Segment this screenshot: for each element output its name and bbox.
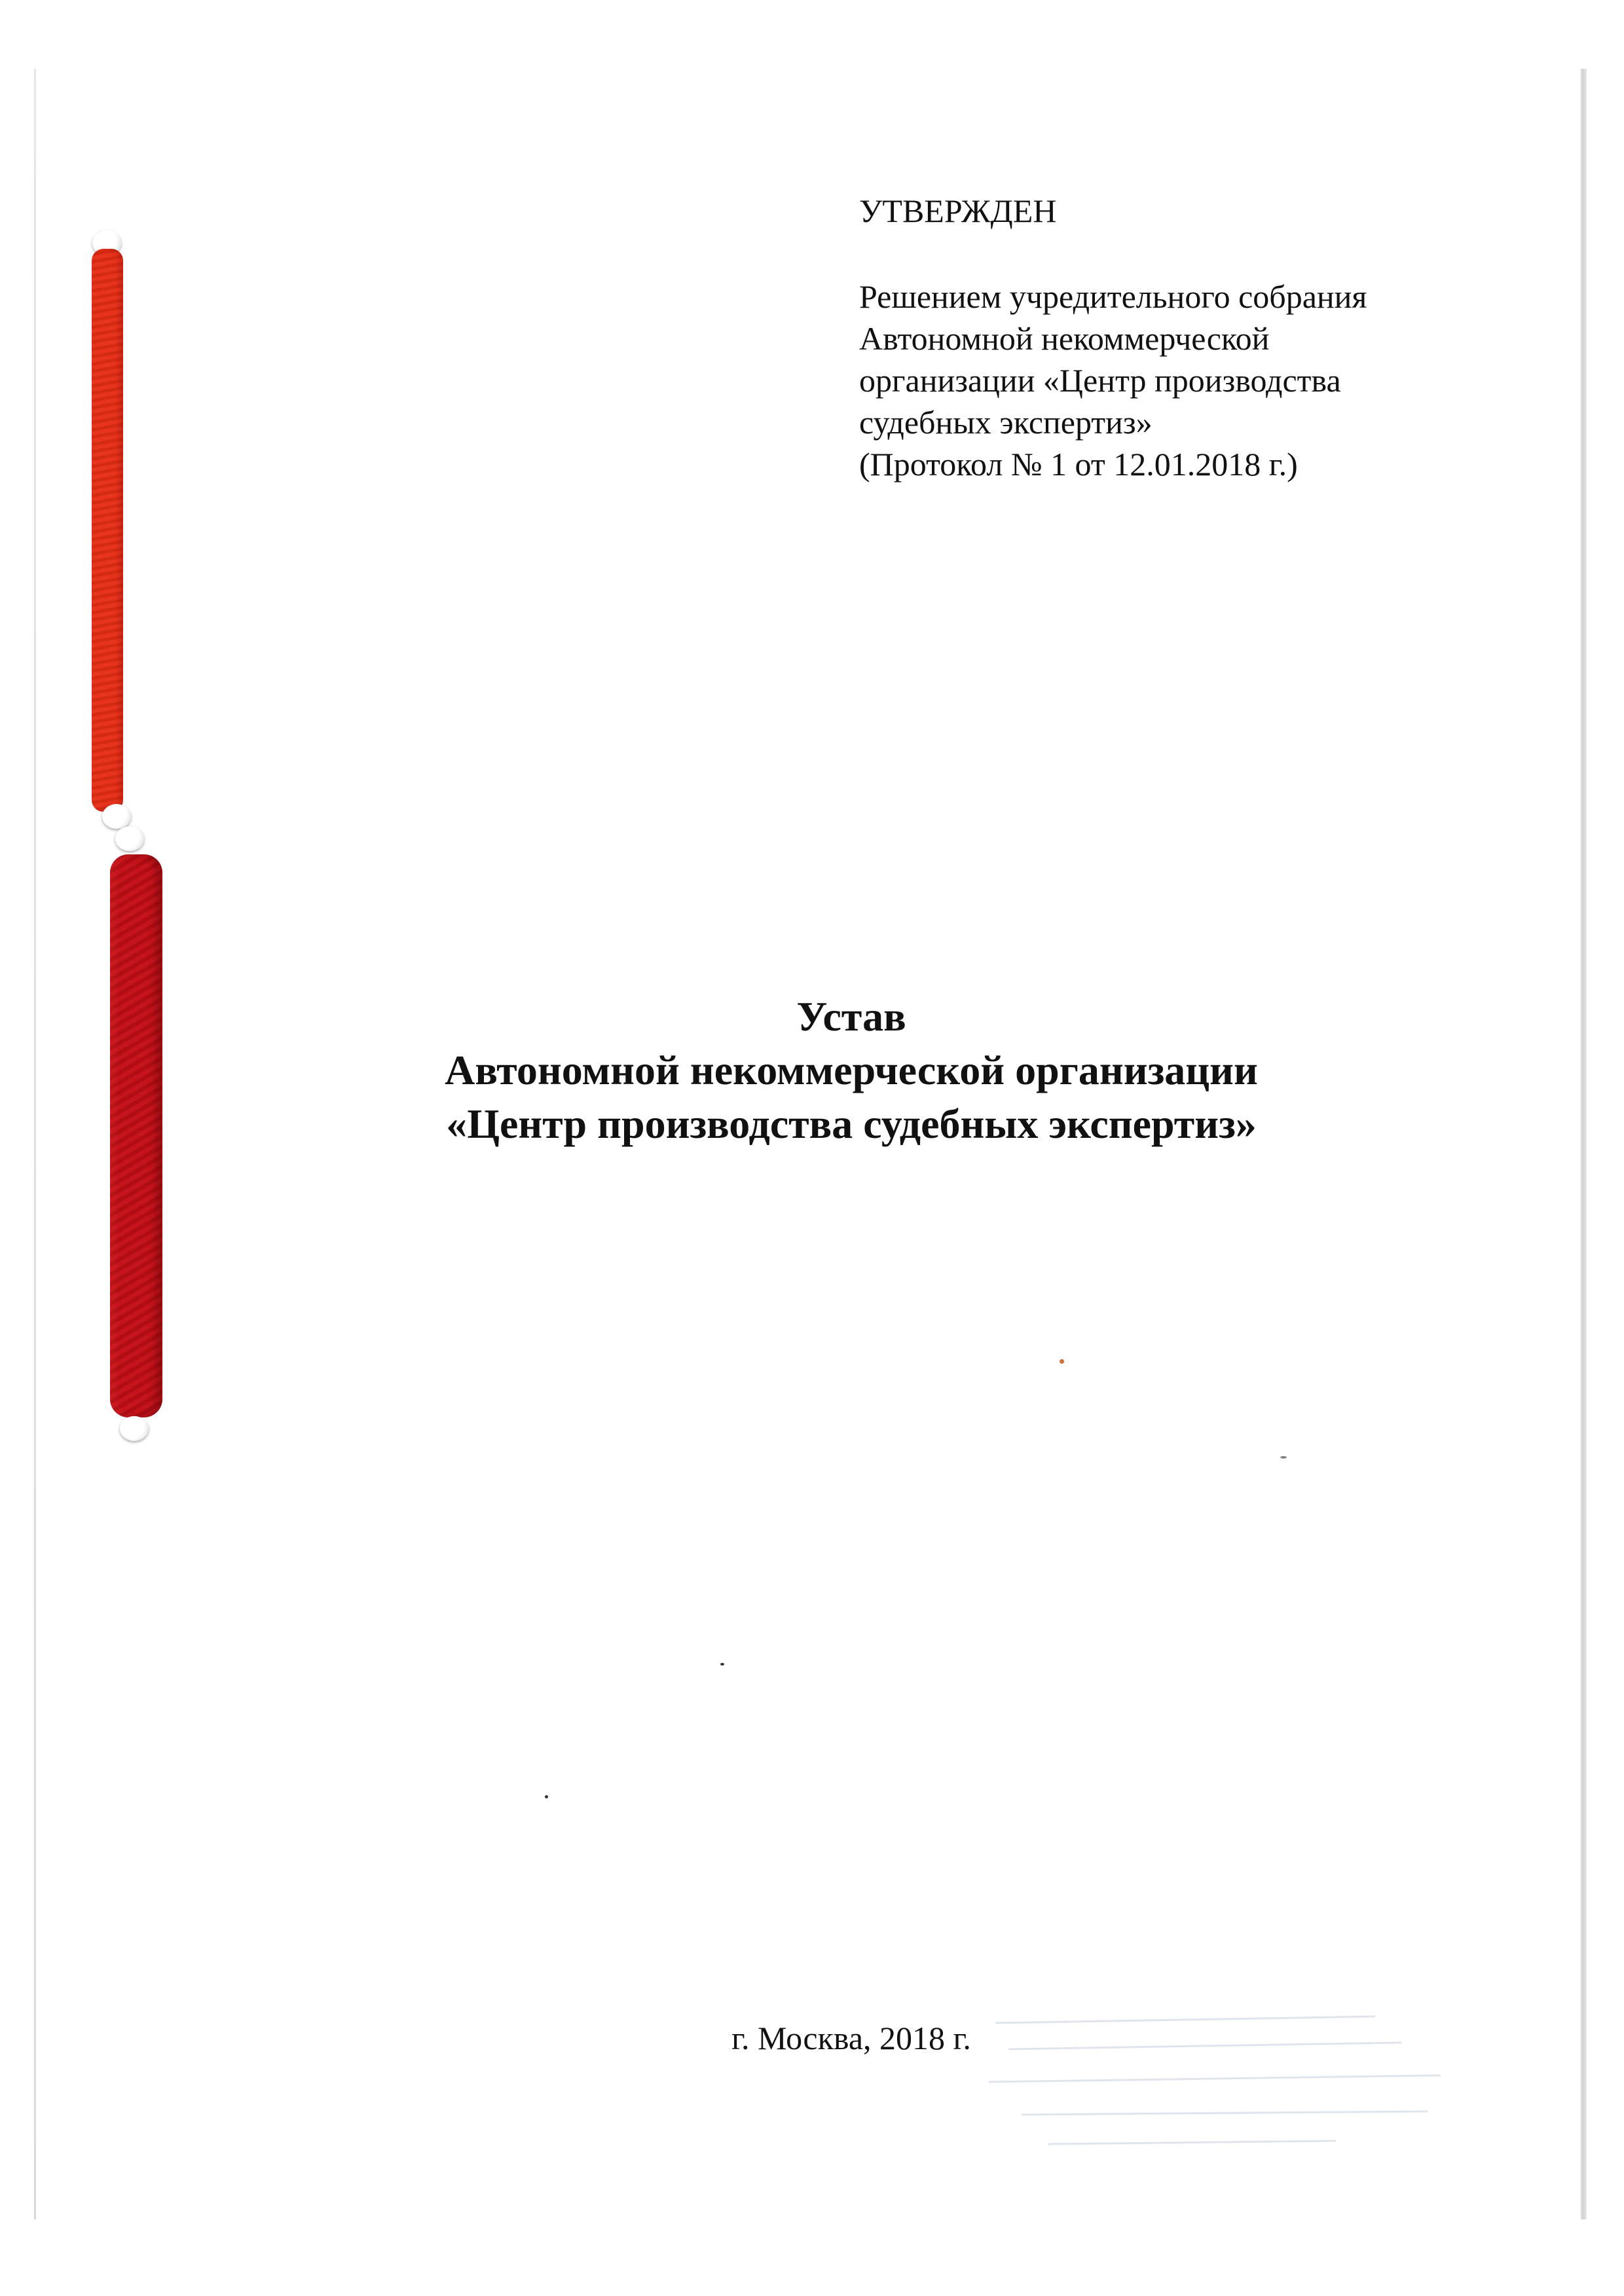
approval-line: организации «Центр производства bbox=[859, 362, 1341, 399]
approval-line: Автономной некоммерческой bbox=[859, 320, 1270, 357]
scan-speck bbox=[1280, 1456, 1287, 1459]
approved-label: УТВЕРЖДЕН bbox=[859, 192, 1057, 229]
title-line-3: «Центр производства судебных экспертиз» bbox=[446, 1101, 1257, 1147]
approval-line: Решением учредительного собрания bbox=[859, 278, 1367, 315]
bead-middle-icon bbox=[102, 804, 131, 829]
city-year: г. Москва, 2018 г. bbox=[731, 2020, 971, 2056]
approval-block bbox=[859, 190, 1553, 485]
bead-bottom-icon bbox=[120, 1416, 149, 1441]
scan-speck bbox=[545, 1795, 548, 1798]
bead-knot-icon bbox=[115, 826, 144, 851]
approval-line: судебных экспертиз» bbox=[859, 404, 1153, 441]
scan-speck bbox=[720, 1663, 724, 1666]
binding-ribbon-lower bbox=[110, 854, 162, 1417]
approval-protocol: (Протокол № 1 от 12.01.2018 г.) bbox=[859, 446, 1298, 483]
binding-ribbon-upper bbox=[92, 249, 123, 812]
scan-edge-left bbox=[34, 69, 36, 2219]
document-title bbox=[249, 990, 1454, 1151]
scan-edge-right bbox=[1580, 69, 1587, 2219]
scan-speck bbox=[1060, 1359, 1064, 1364]
title-line-1: Устав bbox=[796, 993, 906, 1040]
title-line-2: Автономной некоммерческой организации bbox=[445, 1047, 1258, 1093]
